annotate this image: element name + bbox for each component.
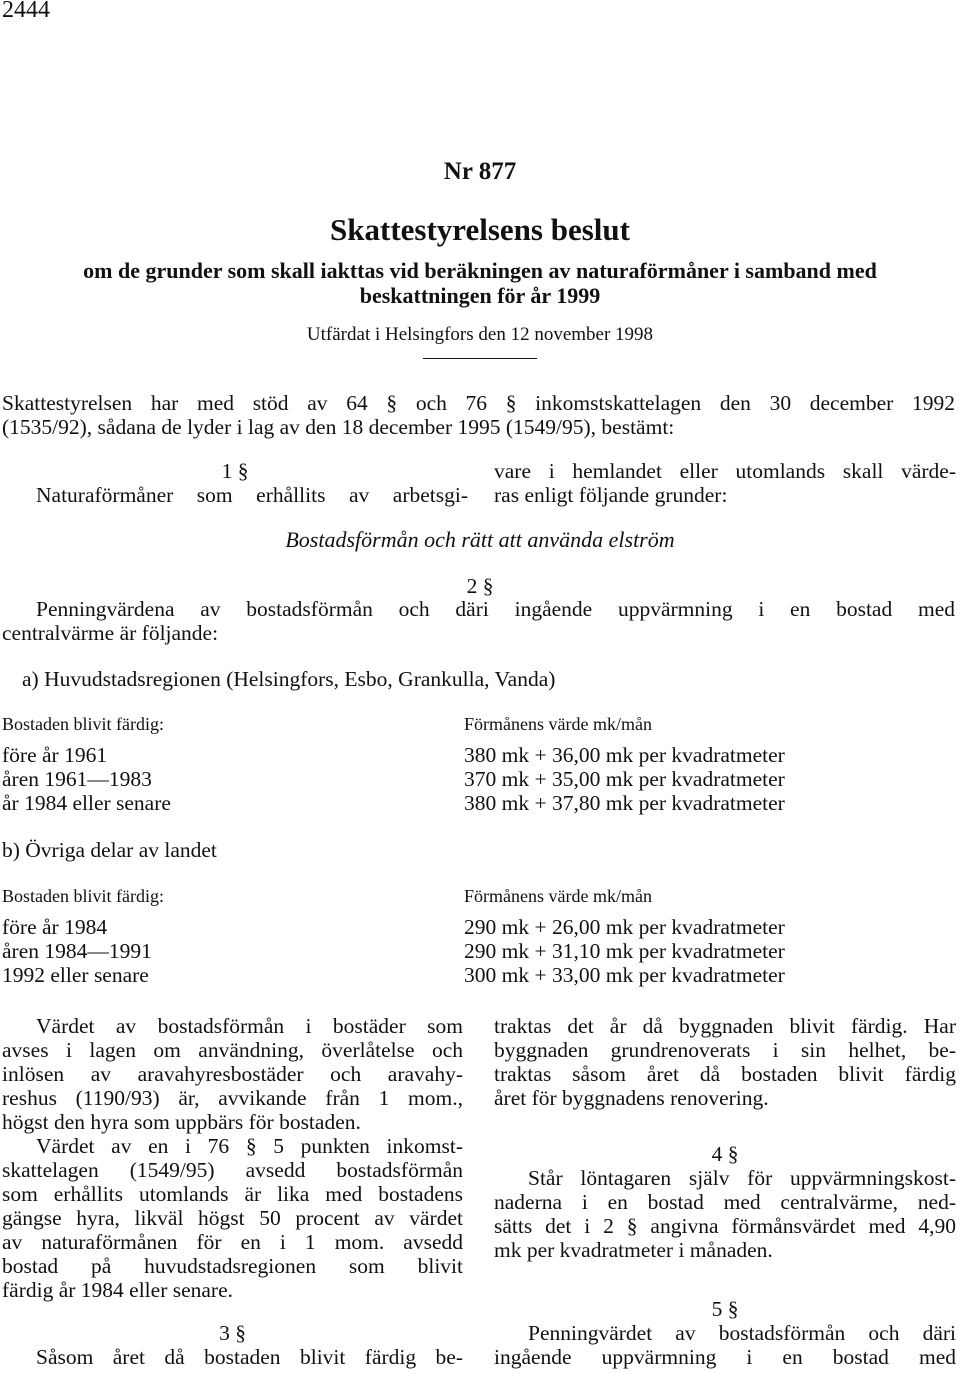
subtitle-line: om de grunder som skall iakttas vid beräkningen av naturaförmåner i samband med xyxy=(83,258,877,283)
table-row: 370 mk + 35,00 mk per kvadratmeter xyxy=(464,767,785,791)
section-5-heading: 5 § xyxy=(711,1297,739,1321)
text-line: naderna i en bostad med centralvärme, ned- xyxy=(494,1190,956,1214)
text-line: året för byggnadens renovering. xyxy=(494,1086,769,1110)
text-line: reshus (1190/93) är, avvikande från 1 mom., xyxy=(2,1086,463,1110)
table-b-left-column xyxy=(2,915,152,987)
table-b-header-right: Förmånens värde mk/mån xyxy=(464,886,652,906)
table-row: 290 mk + 31,10 mk per kvadratmeter xyxy=(464,939,785,963)
section-2-line: centralvärme är följande: xyxy=(2,621,219,645)
table-row: år 1984 eller senare xyxy=(2,791,171,815)
table-b-header-left: Bostaden blivit färdig: xyxy=(2,886,164,906)
text-line: Såsom året då bostaden blivit färdig be- xyxy=(36,1345,463,1369)
section-5-text xyxy=(494,1321,956,1369)
section-2-line: Penningvärdena av bostadsförmån och däri ingående uppvärmning i en bostad med xyxy=(36,597,955,621)
intro-line: Skattestyrelsen har med stöd av 64 § och 76 § inkomstskattelagen den 30 december 1992 xyxy=(2,391,955,415)
table-row: 380 mk + 37,80 mk per kvadratmeter xyxy=(464,791,785,815)
intro-line: (1535/92), sådana de lyder i lag av den 18 december 1995 (1549/95), bestämt: xyxy=(2,415,675,439)
text-line: traktas det år då byggnaden blivit färdig. Har xyxy=(494,1014,956,1038)
section-1-left xyxy=(2,483,468,507)
text-line: av naturaförmånen för en i 1 mom. avsedd xyxy=(2,1230,463,1254)
text-line: ingående uppvärmning i en bostad med xyxy=(494,1345,956,1369)
intro-paragraph xyxy=(2,391,955,439)
subtitle-line: beskattningen för år 1999 xyxy=(359,283,601,308)
text-line: Värdet av bostadsförmån i bostäder som xyxy=(36,1014,463,1038)
text-line: Står löntagaren själv för uppvärmningskost- xyxy=(528,1166,956,1190)
text-line: Penningvärdet av bostadsförmån och däri xyxy=(528,1321,956,1345)
table-row: åren 1984—1991 xyxy=(2,939,152,963)
region-a-heading: a) Huvudstadsregionen (Helsingfors, Esbo, Grankulla, Vanda) xyxy=(22,667,556,691)
text-line: högst den hyra som uppbärs för bostaden. xyxy=(2,1110,361,1134)
text-line: som erhållits utomlands är lika med bostadens xyxy=(2,1182,463,1206)
section-4-text xyxy=(494,1166,956,1262)
section-4-heading: 4 § xyxy=(711,1142,739,1166)
table-b-right-column xyxy=(464,915,785,987)
text-line: avses i lagen om användning, överlåtelse och xyxy=(2,1038,463,1062)
text-line: inlösen av aravahyresbostäder och aravahy- xyxy=(2,1062,463,1086)
table-row: före år 1984 xyxy=(2,915,108,939)
table-row: 300 mk + 33,00 mk per kvadratmeter xyxy=(464,963,785,987)
text-line: färdig år 1984 eller senare. xyxy=(2,1278,234,1302)
section-1-line: ras enligt följande grunder: xyxy=(494,483,728,507)
text-line: skattelagen (1549/95) avsedd bostadsförmån xyxy=(2,1158,463,1182)
table-row: 290 mk + 26,00 mk per kvadratmeter xyxy=(464,915,785,939)
left-column xyxy=(2,1014,463,1302)
section-3-heading: 3 § xyxy=(219,1321,246,1345)
table-a-right-column xyxy=(464,743,785,815)
text-line: gängse hyra, likväl högst 50 procent av värdet xyxy=(2,1206,463,1230)
title-divider xyxy=(423,358,537,359)
text-line: sätts det i 2 § angivna förmånsvärdet med 4,90 xyxy=(494,1214,956,1238)
document-number: Nr 877 xyxy=(443,158,517,185)
region-b-heading: b) Övriga delar av landet xyxy=(2,838,217,862)
table-a-header-right: Förmånens värde mk/mån xyxy=(464,714,652,734)
text-line: traktas såsom året då bostaden blivit färdig xyxy=(494,1062,956,1086)
section-1-right xyxy=(494,459,956,507)
text-line: bostad på huvudstadsregionen som blivit xyxy=(2,1254,463,1278)
subheading: Bostadsförmån och rätt att använda elström xyxy=(285,527,675,552)
page-number: 2444 xyxy=(2,0,50,23)
right-column xyxy=(494,1014,956,1110)
section-3-text xyxy=(2,1345,463,1369)
text-line: mk per kvadratmeter i månaden. xyxy=(494,1238,773,1262)
table-a-left-column xyxy=(2,743,171,815)
section-2-heading: 2 § xyxy=(466,574,494,598)
issued-line: Utfärdat i Helsingfors den 12 november 1998 xyxy=(306,324,654,345)
table-row: före år 1961 xyxy=(2,743,108,767)
text-line: byggnaden grundrenoverats i sin helhet, be- xyxy=(494,1038,956,1062)
table-a-header-left: Bostaden blivit färdig: xyxy=(2,714,164,734)
page-title: Skattestyrelsens beslut xyxy=(330,212,630,247)
table-row: åren 1961—1983 xyxy=(2,767,152,791)
section-1-line: vare i hemlandet eller utomlands skall värde- xyxy=(494,459,956,483)
page-subtitle xyxy=(0,258,960,308)
table-row: 1992 eller senare xyxy=(2,963,149,987)
text-line: Värdet av en i 76 § 5 punkten inkomst- xyxy=(36,1134,463,1158)
section-2-paragraph xyxy=(2,597,955,645)
table-row: 380 mk + 36,00 mk per kvadratmeter xyxy=(464,743,785,767)
section-1-heading: 1 § xyxy=(221,459,249,483)
section-1-line: Naturaförmåner som erhållits av arbetsgi- xyxy=(36,483,468,507)
